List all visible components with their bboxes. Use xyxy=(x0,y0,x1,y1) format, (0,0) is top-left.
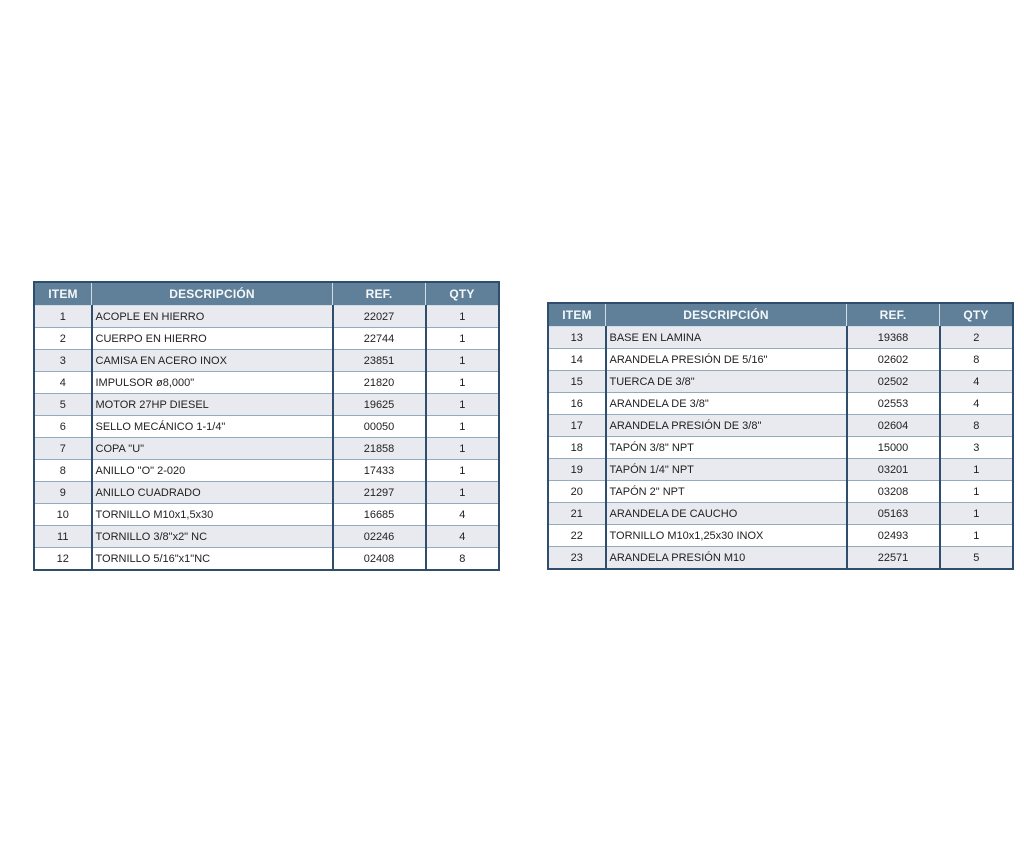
descripcion-cell: TORNILLO 5/16"x1"NC xyxy=(92,548,333,571)
ref-cell: 23851 xyxy=(333,350,426,372)
item-cell: 22 xyxy=(548,525,606,547)
qty-cell: 8 xyxy=(940,349,1014,371)
descripcion-cell: ANILLO "O" 2-020 xyxy=(92,460,333,482)
table-row xyxy=(34,306,499,328)
qty-cell: 1 xyxy=(426,306,500,328)
header-ref: REF. xyxy=(333,282,426,306)
table-row xyxy=(548,547,1013,570)
ref-cell: 05163 xyxy=(847,503,940,525)
ref-cell: 00050 xyxy=(333,416,426,438)
table-row xyxy=(548,371,1013,393)
qty-cell: 4 xyxy=(426,526,500,548)
table-row xyxy=(34,482,499,504)
ref-cell: 22744 xyxy=(333,328,426,350)
table-row xyxy=(34,350,499,372)
ref-cell: 21858 xyxy=(333,438,426,460)
descripcion-cell: TORNILLO M10x1,5x30 xyxy=(92,504,333,526)
qty-cell: 1 xyxy=(426,460,500,482)
table-row xyxy=(34,394,499,416)
table-row xyxy=(548,437,1013,459)
descripcion-cell: ARANDELA PRESIÓN DE 3/8" xyxy=(606,415,847,437)
qty-cell: 1 xyxy=(940,503,1014,525)
table-header xyxy=(34,282,499,306)
descripcion-cell: ANILLO CUADRADO xyxy=(92,482,333,504)
descripcion-cell: IMPULSOR ø8,000" xyxy=(92,372,333,394)
ref-cell: 03201 xyxy=(847,459,940,481)
ref-cell: 19625 xyxy=(333,394,426,416)
table-row xyxy=(34,548,499,571)
item-cell: 4 xyxy=(34,372,92,394)
ref-cell: 17433 xyxy=(333,460,426,482)
qty-cell: 1 xyxy=(940,525,1014,547)
table-row xyxy=(34,504,499,526)
item-cell: 2 xyxy=(34,328,92,350)
qty-cell: 4 xyxy=(940,393,1014,415)
descripcion-cell: TAPÓN 1/4" NPT xyxy=(606,459,847,481)
item-cell: 13 xyxy=(548,327,606,349)
qty-cell: 1 xyxy=(426,372,500,394)
table-row xyxy=(34,328,499,350)
table-row xyxy=(548,393,1013,415)
table-row xyxy=(34,526,499,548)
table-row xyxy=(548,415,1013,437)
item-cell: 12 xyxy=(34,548,92,571)
qty-cell: 1 xyxy=(940,481,1014,503)
table-row xyxy=(548,481,1013,503)
descripcion-cell: TUERCA DE 3/8" xyxy=(606,371,847,393)
ref-cell: 02493 xyxy=(847,525,940,547)
parts-table-right xyxy=(547,302,1014,570)
ref-cell: 02408 xyxy=(333,548,426,571)
ref-cell: 15000 xyxy=(847,437,940,459)
header-descripcion: DESCRIPCIÓN xyxy=(606,303,847,327)
qty-cell: 2 xyxy=(940,327,1014,349)
qty-cell: 1 xyxy=(426,328,500,350)
item-cell: 5 xyxy=(34,394,92,416)
table-row xyxy=(34,438,499,460)
table-row xyxy=(34,416,499,438)
descripcion-cell: ACOPLE EN HIERRO xyxy=(92,306,333,328)
table-row xyxy=(548,503,1013,525)
descripcion-cell: ARANDELA PRESIÓN DE 5/16" xyxy=(606,349,847,371)
table-row xyxy=(548,349,1013,371)
descripcion-cell: TAPÓN 3/8" NPT xyxy=(606,437,847,459)
header-item: ITEM xyxy=(548,303,606,327)
descripcion-cell: BASE EN LAMINA xyxy=(606,327,847,349)
parts-table-left xyxy=(33,281,500,571)
header-row xyxy=(34,282,499,306)
qty-cell: 1 xyxy=(426,394,500,416)
descripcion-cell: ARANDELA DE CAUCHO xyxy=(606,503,847,525)
ref-cell: 16685 xyxy=(333,504,426,526)
table-row xyxy=(548,459,1013,481)
descripcion-cell: CUERPO EN HIERRO xyxy=(92,328,333,350)
qty-cell: 1 xyxy=(426,350,500,372)
qty-cell: 1 xyxy=(426,416,500,438)
qty-cell: 1 xyxy=(426,482,500,504)
ref-cell: 22571 xyxy=(847,547,940,570)
ref-cell: 22027 xyxy=(333,306,426,328)
item-cell: 20 xyxy=(548,481,606,503)
header-item: ITEM xyxy=(34,282,92,306)
qty-cell: 8 xyxy=(426,548,500,571)
item-cell: 6 xyxy=(34,416,92,438)
item-cell: 21 xyxy=(548,503,606,525)
descripcion-cell: TAPÓN 2" NPT xyxy=(606,481,847,503)
table-row xyxy=(548,525,1013,547)
item-cell: 16 xyxy=(548,393,606,415)
ref-cell: 02602 xyxy=(847,349,940,371)
table-body xyxy=(548,327,1013,570)
table-header xyxy=(548,303,1013,327)
header-ref: REF. xyxy=(847,303,940,327)
table-row xyxy=(548,327,1013,349)
descripcion-cell: ARANDELA DE 3/8" xyxy=(606,393,847,415)
item-cell: 7 xyxy=(34,438,92,460)
item-cell: 18 xyxy=(548,437,606,459)
table-row xyxy=(34,372,499,394)
item-cell: 1 xyxy=(34,306,92,328)
item-cell: 11 xyxy=(34,526,92,548)
ref-cell: 19368 xyxy=(847,327,940,349)
item-cell: 15 xyxy=(548,371,606,393)
ref-cell: 02246 xyxy=(333,526,426,548)
header-qty: QTY xyxy=(940,303,1014,327)
qty-cell: 1 xyxy=(940,459,1014,481)
descripcion-cell: COPA "U" xyxy=(92,438,333,460)
qty-cell: 4 xyxy=(426,504,500,526)
ref-cell: 21297 xyxy=(333,482,426,504)
descripcion-cell: TORNILLO M10x1,25x30 INOX xyxy=(606,525,847,547)
item-cell: 9 xyxy=(34,482,92,504)
item-cell: 8 xyxy=(34,460,92,482)
item-cell: 10 xyxy=(34,504,92,526)
descripcion-cell: SELLO MECÁNICO 1-1/4" xyxy=(92,416,333,438)
item-cell: 3 xyxy=(34,350,92,372)
ref-cell: 03208 xyxy=(847,481,940,503)
qty-cell: 4 xyxy=(940,371,1014,393)
table-row xyxy=(34,460,499,482)
ref-cell: 02553 xyxy=(847,393,940,415)
descripcion-cell: MOTOR 27HP DIESEL xyxy=(92,394,333,416)
descripcion-cell: CAMISA EN ACERO INOX xyxy=(92,350,333,372)
header-row xyxy=(548,303,1013,327)
table-body xyxy=(34,306,499,571)
item-cell: 17 xyxy=(548,415,606,437)
ref-cell: 02502 xyxy=(847,371,940,393)
ref-cell: 02604 xyxy=(847,415,940,437)
item-cell: 23 xyxy=(548,547,606,570)
qty-cell: 8 xyxy=(940,415,1014,437)
header-descripcion: DESCRIPCIÓN xyxy=(92,282,333,306)
descripcion-cell: TORNILLO 3/8"x2" NC xyxy=(92,526,333,548)
qty-cell: 3 xyxy=(940,437,1014,459)
descripcion-cell: ARANDELA PRESIÓN M10 xyxy=(606,547,847,570)
qty-cell: 1 xyxy=(426,438,500,460)
header-qty: QTY xyxy=(426,282,500,306)
ref-cell: 21820 xyxy=(333,372,426,394)
item-cell: 19 xyxy=(548,459,606,481)
item-cell: 14 xyxy=(548,349,606,371)
qty-cell: 5 xyxy=(940,547,1014,570)
